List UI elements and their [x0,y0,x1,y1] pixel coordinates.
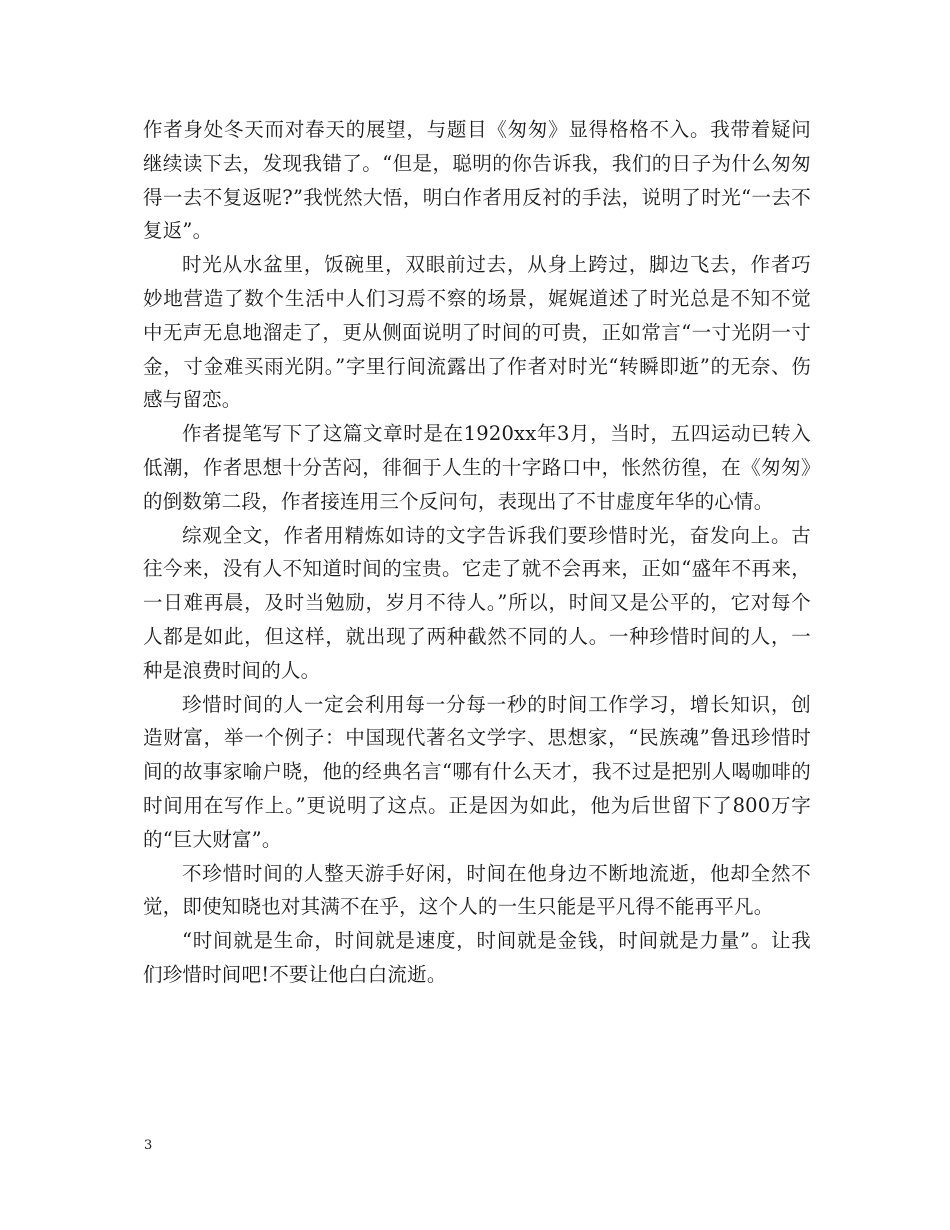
paragraph-7: “时间就是生命，时间就是速度，时间就是金钱，时间就是力量”。让我们珍惜时间吧!不要让他白白流逝。 [143,929,811,986]
body-text [143,113,811,992]
paragraph-3: 作者提笔写下了这篇文章时是在1920xx年3月，当时，五四运动已转入低潮，作者思想十分苦闷，徘徊于人生的十字路口中，怅然彷徨，在《匆匆》的倒数第二段，作者接连用三个反问句，表现出了不甘虚度年华的心情。 [143,422,811,513]
paragraph-5: 珍惜时间的人一定会利用每一分每一秒的时间工作学习，增长知识，创造财富，举一个例子：中国现代著名文学字、思想家，“民族魂”鲁迅珍惜时间的故事家喻户晓，他的经典名言“哪有什么天才，我不过是把别人喝咖啡的时间用在写作上。”更说明了这点。正是因为如此，他为后世留下了800万字的“巨大财富”。 [143,692,811,851]
paragraph-1: 作者身处冬天而对春天的展望，与题目《匆匆》显得格格不入。我带着疑问继续读下去，发现我错了。“但是，聪明的你告诉我，我们的日子为什么匆匆得一去不复返呢?”我恍然大悟，明白作者用反衬的手法，说明了时光“一去不复返”。 [143,118,811,243]
paragraph-2: 时光从水盆里，饭碗里，双眼前过去，从身上跨过，脚边飞去，作者巧妙地营造了数个生活中人们习焉不察的场景，娓娓道述了时光总是不知不觉中无声无息地溜走了，更从侧面说明了时间的可贵，正如常言“一寸光阴一寸金，寸金难买雨光阴。”字里行间流露出了作者对时光“转瞬即逝”的无奈、伤感与留恋。 [143,253,811,412]
paragraph-6: 不珍惜时间的人整天游手好闲，时间在他身边不断地流逝，他却全然不觉，即使知晓也对其满不在乎，这个人的一生只能是平凡得不能再平凡。 [143,861,811,919]
paragraph-4: 综观全文，作者用精炼如诗的文字告诉我们要珍惜时光，奋发向上。古往今来，没有人不知道时间的宝贵。它走了就不会再来，正如“盛年不再来，一日难再晨，及时当勉励，岁月不待人。”所以，时间又是公平的，它对每个人都是如此，但这样，就出现了两种截然不同的人。一种珍惜时间的人，一种是浪费时间的人。 [143,523,811,682]
page-number: 3 [144,1138,153,1153]
